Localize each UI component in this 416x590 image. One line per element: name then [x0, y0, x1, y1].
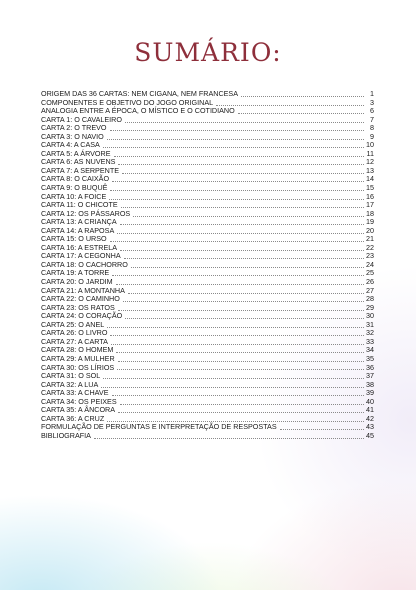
toc-entry-page-number: 45: [366, 430, 374, 440]
toc-entry-label: CARTA 9: O BUQUÊ: [41, 183, 108, 193]
toc-entry-label: CARTA 26: O LIVRO: [41, 328, 108, 338]
dot-leader: [94, 437, 364, 439]
toc-entry-label: CARTA 19: A TORRE: [41, 268, 110, 278]
dot-leader: [110, 189, 364, 191]
toc-entry-label: ANALOGIA ENTRE A ÉPOCA, O MÍSTICO E O COTIDIANO: [41, 106, 235, 116]
dot-leader: [109, 198, 364, 200]
toc-entry-page-number: 35: [366, 353, 374, 363]
toc-entry-label: CARTA 16: A ESTRELA: [41, 242, 118, 252]
dot-leader: [238, 112, 364, 114]
toc-entry-label: CARTA 34: OS PEIXES: [41, 396, 117, 406]
toc-entry-label: CARTA 21: A MONTANHA: [41, 285, 125, 295]
toc-entry-label: ORIGEM DAS 36 CARTAS: NEM CIGANA, NEM FRANCESA: [41, 89, 239, 98]
dot-leader: [133, 215, 364, 217]
toc-entry-page-number: 26: [366, 277, 374, 287]
toc-entry-page-number: 7: [370, 114, 374, 124]
toc-entry-label: CARTA 30: OS LÍRIOS: [41, 362, 115, 372]
toc-entry-label: CARTA 28: O HOMEM: [41, 345, 114, 355]
toc-entry-page-number: 25: [366, 268, 374, 278]
toc-entry-page-number: 8: [370, 123, 374, 133]
dot-leader: [117, 232, 364, 234]
toc-entry-page-number: 18: [366, 208, 374, 218]
toc-entry-label: CARTA 33: A CHAVE: [41, 388, 109, 398]
toc-entry-page-number: 1: [370, 89, 374, 98]
dot-leader: [128, 292, 364, 294]
toc-entry-label: CARTA 1: O CAVALEIRO: [41, 114, 122, 124]
dot-leader: [110, 334, 364, 336]
toc-entry-label: CARTA 22: O CAMINHO: [41, 294, 120, 304]
toc-entry-page-number: 33: [366, 336, 374, 346]
dot-leader: [118, 360, 364, 362]
dot-leader: [280, 428, 364, 430]
toc-entry-page-number: 15: [366, 183, 374, 193]
toc-entry-label: CARTA 6: AS NUVENS: [41, 157, 116, 167]
toc-entry-page-number: 22: [366, 242, 374, 252]
dot-leader: [116, 351, 364, 353]
dot-leader: [118, 411, 364, 413]
dot-leader: [116, 283, 364, 285]
toc-entry-label: CARTA 18: O CACHORRO: [41, 259, 128, 269]
dot-leader: [123, 300, 364, 302]
toc-entry-page-number: 12: [366, 157, 374, 167]
toc-entry-page-number: 23: [366, 251, 374, 261]
dot-leader: [120, 249, 364, 251]
dot-leader: [124, 257, 364, 259]
toc-entry-page-number: 39: [366, 388, 374, 398]
toc-entry-page-number: 11: [366, 148, 374, 158]
toc-entry-label: CARTA 27: A CARTA: [41, 336, 108, 346]
dot-leader: [107, 138, 364, 140]
toc-entry-page-number: 28: [366, 294, 374, 304]
toc-entry-page-number: 31: [366, 319, 374, 329]
toc-entry-page-number: 20: [366, 225, 374, 235]
toc-entry-page-number: 42: [366, 413, 374, 423]
toc-entry[interactable]: [41, 432, 374, 441]
dot-leader: [112, 274, 364, 276]
dot-leader: [118, 309, 364, 311]
toc-entry-label: CARTA 13: A CRIANÇA: [41, 217, 117, 227]
dot-leader: [120, 223, 364, 225]
toc-entry-label: CARTA 31: O SOL: [41, 371, 101, 381]
toc-entry-label: CARTA 10: A FOICE: [41, 191, 107, 201]
toc-entry-label: CARTA 32: A LUA: [41, 379, 99, 389]
toc-entry-page-number: 17: [366, 200, 374, 210]
dot-leader: [111, 343, 364, 345]
dot-leader: [103, 377, 364, 379]
dot-leader: [121, 206, 364, 208]
toc-entry-label: CARTA 12: OS PÁSSAROS: [41, 208, 131, 218]
dot-leader: [112, 180, 364, 182]
toc-entry-label: CARTA 15: O URSO: [41, 234, 107, 244]
toc-entry-page-number: 14: [366, 174, 374, 184]
toc-entry-label: CARTA 5: A ÁRVORE: [41, 148, 111, 158]
toc-entry-label: CARTA 20: O JARDIM: [41, 277, 113, 287]
dot-leader: [101, 386, 364, 388]
toc-entry-page-number: 37: [366, 371, 374, 381]
toc-entry-label: CARTA 4: A CASA: [41, 140, 100, 150]
dot-leader: [125, 121, 364, 123]
toc-entry-page-number: 16: [366, 191, 374, 201]
dot-leader: [125, 317, 364, 319]
toc-entry-page-number: 13: [366, 165, 374, 175]
toc-entry-page-number: 41: [366, 405, 374, 415]
toc-entry-page-number: 30: [366, 311, 374, 321]
toc-entry-page-number: 19: [366, 217, 374, 227]
toc-entry-page-number: 43: [366, 422, 374, 432]
toc-entry-page-number: 9: [370, 131, 374, 141]
dot-leader: [117, 368, 364, 370]
dot-leader: [107, 326, 364, 328]
toc-entry-label: CARTA 24: O CORAÇÃO: [41, 311, 123, 321]
toc-entry-label: CARTA 29: A MULHER: [41, 353, 115, 363]
toc-entry-page-number: 21: [366, 234, 374, 244]
dot-leader: [103, 146, 364, 148]
dot-leader: [216, 104, 364, 106]
toc-entry-page-number: 32: [366, 328, 374, 338]
toc-entry-page-number: 40: [366, 396, 374, 406]
toc-entry-label: CARTA 23: OS RATOS: [41, 302, 115, 312]
toc-entry-page-number: 29: [366, 302, 374, 312]
toc-entry-label: CARTA 2: O TREVO: [41, 123, 107, 133]
toc-entry-page-number: 36: [366, 362, 374, 372]
dot-leader: [122, 172, 364, 174]
dot-leader: [118, 163, 364, 165]
toc-entry-label: CARTA 11: O CHICOTE: [41, 200, 118, 210]
toc-entry-label: CARTA 8: O CAIXÃO: [41, 174, 110, 184]
toc-entry-page-number: 38: [366, 379, 374, 389]
toc-entry-page-number: 27: [366, 285, 374, 295]
page-title: SUMÁRIO:: [134, 38, 282, 67]
toc-entry-page-number: 10: [366, 140, 374, 150]
dot-leader: [114, 155, 364, 157]
toc-entry-label: CARTA 7: A SERPENTE: [41, 165, 120, 175]
dot-leader: [112, 394, 364, 396]
toc-entry-label: CARTA 35: A ÂNCORA: [41, 405, 116, 415]
toc-entry-label: CARTA 14: A RAPOSA: [41, 225, 115, 235]
dot-leader: [110, 240, 364, 242]
toc-entry-label: CARTA 25: O ANEL: [41, 319, 105, 329]
toc-entry-label: BIBLIOGRAFIA: [41, 430, 91, 440]
toc-entry-page-number: 6: [370, 106, 374, 116]
toc-entry-label: COMPONENTES E OBJETIVO DO JOGO ORIGINAL: [41, 97, 214, 107]
toc-entry-page-number: 3: [370, 97, 374, 107]
dot-leader: [241, 95, 364, 97]
dot-leader: [120, 403, 364, 405]
toc-entry-label: CARTA 17: A CEGONHA: [41, 251, 121, 261]
toc-entry-page-number: 34: [366, 345, 374, 355]
toc-entry-label: CARTA 3: O NAVIO: [41, 131, 104, 141]
toc-entry-label: FORMULAÇÃO DE PERGUNTAS E INTERPRETAÇÃO DE RESPOSTAS: [41, 422, 277, 432]
table-of-contents: [41, 90, 374, 440]
toc-entry-label: CARTA 36: A CRUZ: [41, 413, 105, 423]
toc-entry-page-number: 24: [366, 259, 374, 269]
dot-leader: [110, 129, 364, 131]
dot-leader: [131, 266, 364, 268]
